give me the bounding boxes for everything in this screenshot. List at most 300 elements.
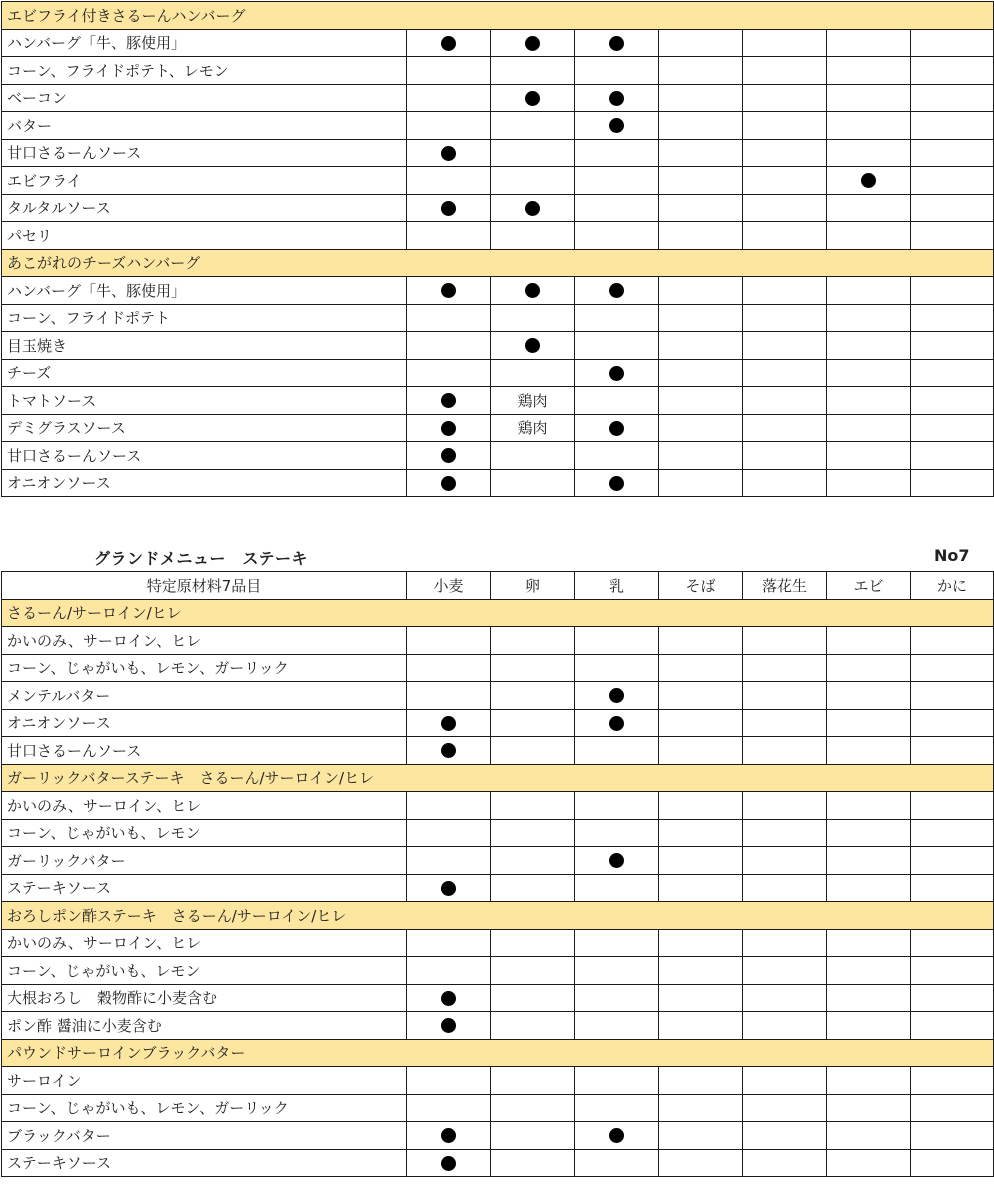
column-header-allergen: かに <box>911 572 994 600</box>
allergen-cell <box>911 139 994 167</box>
table-row <box>2 1094 994 1122</box>
allergen-cell <box>743 957 827 985</box>
allergen-cell <box>491 194 575 222</box>
allergen-cell <box>743 929 827 957</box>
table-row <box>2 332 994 360</box>
allergen-cell <box>575 387 659 415</box>
allergen-cell <box>491 929 575 957</box>
allergen-cell <box>491 1012 575 1040</box>
ingredient-name: ベーコン <box>2 84 407 112</box>
allergen-cell <box>743 194 827 222</box>
allergen-dot-icon <box>609 366 624 381</box>
ingredient-name: 甘口さるーんソース <box>2 139 407 167</box>
allergen-dot-icon <box>441 716 456 731</box>
allergen-cell <box>575 414 659 442</box>
allergen-dot-icon <box>525 283 540 298</box>
allergen-cell <box>743 1067 827 1095</box>
allergen-cell <box>575 627 659 655</box>
allergen-cell <box>407 277 491 305</box>
allergen-cell <box>911 847 994 875</box>
allergen-cell <box>575 682 659 710</box>
allergen-cell <box>491 442 575 470</box>
allergen-cell <box>911 277 994 305</box>
allergen-cell <box>827 194 911 222</box>
table-row <box>2 414 994 442</box>
allergen-cell <box>743 1149 827 1177</box>
allergen-cell <box>575 1094 659 1122</box>
allergen-cell <box>911 414 994 442</box>
allergen-cell <box>743 304 827 332</box>
allergen-cell <box>575 709 659 737</box>
allergen-cell <box>827 1094 911 1122</box>
allergen-cell <box>827 469 911 497</box>
allergen-cell <box>659 627 743 655</box>
allergen-dot-icon <box>441 146 456 161</box>
allergen-cell <box>743 414 827 442</box>
allergen-cell <box>659 929 743 957</box>
allergen-cell <box>659 1094 743 1122</box>
table-row <box>2 1149 994 1177</box>
allergen-cell <box>491 1149 575 1177</box>
allergen-cell <box>407 222 491 250</box>
allergen-cell <box>827 737 911 765</box>
allergen-cell <box>911 387 994 415</box>
table-row <box>2 929 994 957</box>
allergen-cell <box>407 957 491 985</box>
allergen-cell <box>491 387 575 415</box>
allergen-cell <box>407 819 491 847</box>
allergen-cell <box>491 819 575 847</box>
allergen-cell <box>743 442 827 470</box>
ingredient-name: ステーキソース <box>2 874 407 902</box>
allergen-cell <box>659 682 743 710</box>
ingredient-name: ステーキソース <box>2 1149 407 1177</box>
allergen-cell <box>827 112 911 140</box>
allergen-cell <box>491 654 575 682</box>
allergen-cell <box>575 1149 659 1177</box>
allergen-cell <box>575 29 659 57</box>
allergen-cell <box>827 1067 911 1095</box>
allergen-cell <box>407 57 491 85</box>
allergen-cell <box>911 654 994 682</box>
ingredient-name: メンテルバター <box>2 682 407 710</box>
allergen-cell <box>911 737 994 765</box>
allergen-cell <box>911 359 994 387</box>
allergen-cell <box>911 84 994 112</box>
allergen-cell <box>407 387 491 415</box>
allergen-dot-icon <box>609 476 624 491</box>
ingredient-name: 甘口さるーんソース <box>2 737 407 765</box>
allergen-cell <box>491 709 575 737</box>
allergen-dot-icon <box>441 448 456 463</box>
allergen-cell <box>407 1149 491 1177</box>
ingredient-name: かいのみ、サーロイン、ヒレ <box>2 929 407 957</box>
allergen-cell <box>575 792 659 820</box>
allergen-cell <box>827 1012 911 1040</box>
allergen-cell <box>911 709 994 737</box>
column-header-allergen: 卵 <box>491 572 575 600</box>
allergen-dot-icon <box>441 476 456 491</box>
allergen-cell <box>659 222 743 250</box>
allergen-cell <box>911 1067 994 1095</box>
allergen-cell <box>659 874 743 902</box>
allergen-dot-icon <box>441 201 456 216</box>
allergen-cell <box>659 167 743 195</box>
allergen-cell <box>827 442 911 470</box>
section-header-row <box>2 599 994 627</box>
allergen-cell <box>911 112 994 140</box>
allergen-cell <box>659 1149 743 1177</box>
allergen-cell <box>743 984 827 1012</box>
allergen-cell <box>911 792 994 820</box>
allergen-dot-icon <box>441 421 456 436</box>
allergen-cell <box>407 627 491 655</box>
allergen-cell <box>827 957 911 985</box>
allergen-dot-icon <box>441 1128 456 1143</box>
allergen-cell <box>575 957 659 985</box>
table-row <box>2 57 994 85</box>
allergen-cell <box>911 682 994 710</box>
allergen-cell <box>491 874 575 902</box>
allergen-cell <box>575 277 659 305</box>
ingredient-name: チーズ <box>2 359 407 387</box>
allergen-cell <box>827 929 911 957</box>
allergen-cell <box>575 84 659 112</box>
column-header-allergen: 落花生 <box>743 572 827 600</box>
allergen-cell <box>575 167 659 195</box>
allergen-cell <box>659 1067 743 1095</box>
allergen-cell <box>827 332 911 360</box>
allergen-cell <box>911 627 994 655</box>
allergen-dot-icon <box>609 688 624 703</box>
allergen-cell <box>659 29 743 57</box>
allergen-cell <box>743 84 827 112</box>
table-row <box>2 819 994 847</box>
table-row <box>2 112 994 140</box>
allergen-cell <box>743 737 827 765</box>
allergen-cell <box>743 1122 827 1150</box>
table-row <box>2 737 994 765</box>
allergen-cell <box>827 359 911 387</box>
allergen-cell <box>743 847 827 875</box>
ingredient-name: 大根おろし 穀物酢に小麦含む <box>2 984 407 1012</box>
allergen-dot-icon <box>861 173 876 188</box>
allergen-cell <box>743 277 827 305</box>
allergen-dot-icon <box>609 421 624 436</box>
allergen-cell <box>659 304 743 332</box>
allergen-cell <box>659 414 743 442</box>
ingredient-name: 目玉焼き <box>2 332 407 360</box>
allergen-cell <box>743 139 827 167</box>
allergen-cell <box>827 792 911 820</box>
allergen-cell <box>743 57 827 85</box>
allergen-cell <box>407 112 491 140</box>
allergen-cell <box>743 627 827 655</box>
allergen-cell <box>491 29 575 57</box>
allergen-dot-icon <box>441 283 456 298</box>
allergen-dot-icon <box>441 393 456 408</box>
allergen-cell <box>743 682 827 710</box>
allergen-dot-icon <box>609 36 624 51</box>
ingredient-name: パセリ <box>2 222 407 250</box>
allergen-cell <box>407 792 491 820</box>
allergen-cell <box>575 874 659 902</box>
allergen-cell <box>491 682 575 710</box>
allergen-cell <box>575 222 659 250</box>
allergen-cell <box>827 167 911 195</box>
ingredient-name: デミグラスソース <box>2 414 407 442</box>
menu-section-heading: グランドメニュー ステーキ <box>94 549 309 568</box>
column-header-row <box>2 572 994 600</box>
allergen-cell <box>407 1067 491 1095</box>
allergen-cell <box>575 194 659 222</box>
table-row <box>2 1067 994 1095</box>
allergen-cell <box>659 442 743 470</box>
allergen-cell <box>743 469 827 497</box>
allergen-cell <box>407 332 491 360</box>
allergen-cell <box>659 792 743 820</box>
table-row <box>2 957 994 985</box>
allergen-cell <box>659 847 743 875</box>
allergen-cell <box>911 469 994 497</box>
page-number: No7 <box>934 546 970 565</box>
table-row <box>2 1122 994 1150</box>
allergen-dot-icon <box>609 853 624 868</box>
table-row <box>2 847 994 875</box>
section-title: おろしポン酢ステーキ さるーん/サーロイン/ヒレ <box>2 902 994 930</box>
allergen-cell <box>911 167 994 195</box>
allergen-cell <box>407 139 491 167</box>
allergen-cell <box>827 654 911 682</box>
table-row <box>2 304 994 332</box>
allergen-cell <box>911 1122 994 1150</box>
allergen-cell <box>827 222 911 250</box>
table-row <box>2 29 994 57</box>
ingredient-name: オニオンソース <box>2 469 407 497</box>
allergen-note: 鶏肉 <box>517 391 548 410</box>
allergen-cell <box>743 709 827 737</box>
ingredient-name: かいのみ、サーロイン、ヒレ <box>2 627 407 655</box>
allergen-cell <box>575 359 659 387</box>
ingredient-name: ハンバーグ「牛、豚使用」 <box>2 277 407 305</box>
allergen-dot-icon <box>441 991 456 1006</box>
allergen-cell <box>575 1122 659 1150</box>
allergen-cell <box>407 874 491 902</box>
ingredient-name: バター <box>2 112 407 140</box>
section-header-row <box>2 2 994 30</box>
allergen-cell <box>911 1012 994 1040</box>
allergen-cell <box>659 1122 743 1150</box>
table-row <box>2 442 994 470</box>
allergen-cell <box>743 1012 827 1040</box>
allergen-cell <box>575 984 659 1012</box>
table-body <box>2 572 994 1177</box>
column-header-allergen: エビ <box>827 572 911 600</box>
allergen-cell <box>407 737 491 765</box>
column-header-label: 特定原材料7品目 <box>2 572 407 600</box>
allergen-cell <box>575 304 659 332</box>
allergen-cell <box>827 84 911 112</box>
table-row <box>2 359 994 387</box>
allergen-cell <box>827 709 911 737</box>
table-row <box>2 984 994 1012</box>
allergen-dot-icon <box>441 36 456 51</box>
allergen-cell <box>911 1149 994 1177</box>
table-row <box>2 1012 994 1040</box>
allergen-cell <box>491 414 575 442</box>
section-header-row <box>2 249 994 277</box>
ingredient-name: エビフライ <box>2 167 407 195</box>
allergen-cell <box>911 304 994 332</box>
allergen-cell <box>407 29 491 57</box>
allergen-cell <box>407 1012 491 1040</box>
allergen-cell <box>659 139 743 167</box>
allergen-cell <box>575 1067 659 1095</box>
table-row <box>2 709 994 737</box>
allergen-note: 鶏肉 <box>517 419 548 438</box>
allergen-cell <box>491 1067 575 1095</box>
column-header-allergen: 乳 <box>575 572 659 600</box>
allergen-cell <box>659 359 743 387</box>
allergen-cell <box>911 222 994 250</box>
allergen-cell <box>827 277 911 305</box>
allergen-cell <box>743 387 827 415</box>
allergen-dot-icon <box>609 91 624 106</box>
allergen-table-steak <box>1 571 994 1177</box>
allergen-cell <box>827 29 911 57</box>
allergen-cell <box>827 819 911 847</box>
allergen-cell <box>827 682 911 710</box>
table-row <box>2 469 994 497</box>
allergen-cell <box>407 847 491 875</box>
allergen-cell <box>575 654 659 682</box>
allergen-dot-icon <box>525 91 540 106</box>
allergen-cell <box>491 112 575 140</box>
allergen-dot-icon <box>441 881 456 896</box>
allergen-cell <box>491 737 575 765</box>
allergen-dot-icon <box>441 743 456 758</box>
allergen-cell <box>491 167 575 195</box>
allergen-cell <box>659 277 743 305</box>
allergen-dot-icon <box>525 201 540 216</box>
allergen-cell <box>575 57 659 85</box>
allergen-dot-icon <box>441 1018 456 1033</box>
allergen-cell <box>911 929 994 957</box>
allergen-cell <box>575 1012 659 1040</box>
allergen-cell <box>491 847 575 875</box>
allergen-cell <box>491 57 575 85</box>
section-header-row <box>2 902 994 930</box>
table-row <box>2 627 994 655</box>
ingredient-name: ハンバーグ「牛、豚使用」 <box>2 29 407 57</box>
section-title: あこがれのチーズハンバーグ <box>2 249 994 277</box>
allergen-cell <box>659 654 743 682</box>
table-row <box>2 792 994 820</box>
allergen-cell <box>827 139 911 167</box>
allergen-cell <box>659 469 743 497</box>
ingredient-name: コーン、フライドポテト、レモン <box>2 57 407 85</box>
allergen-cell <box>827 304 911 332</box>
ingredient-name: トマトソース <box>2 387 407 415</box>
allergen-cell <box>743 654 827 682</box>
section-header-row <box>2 1039 994 1067</box>
allergen-cell <box>407 304 491 332</box>
allergen-dot-icon <box>609 283 624 298</box>
allergen-cell <box>491 1122 575 1150</box>
table-row <box>2 277 994 305</box>
table-body <box>2 2 994 497</box>
allergen-cell <box>827 1149 911 1177</box>
ingredient-name: サーロイン <box>2 1067 407 1095</box>
table-row <box>2 84 994 112</box>
allergen-cell <box>911 442 994 470</box>
ingredient-name: コーン、じゃがいも、レモン <box>2 957 407 985</box>
allergen-cell <box>659 709 743 737</box>
allergen-cell <box>575 929 659 957</box>
allergen-cell <box>911 984 994 1012</box>
ingredient-name: オニオンソース <box>2 709 407 737</box>
allergen-cell <box>491 332 575 360</box>
allergen-dot-icon <box>609 716 624 731</box>
section-title: パウンドサーロインブラックバター <box>2 1039 994 1067</box>
ingredient-name: ブラックバター <box>2 1122 407 1150</box>
allergen-cell <box>659 332 743 360</box>
ingredient-name: かいのみ、サーロイン、ヒレ <box>2 792 407 820</box>
table-row <box>2 682 994 710</box>
allergen-cell <box>743 1094 827 1122</box>
ingredient-name: コーン、フライドポテト <box>2 304 407 332</box>
allergen-cell <box>827 847 911 875</box>
allergen-cell <box>407 469 491 497</box>
allergen-cell <box>407 654 491 682</box>
allergen-cell <box>407 414 491 442</box>
allergen-cell <box>911 819 994 847</box>
ingredient-name: ガーリックバター <box>2 847 407 875</box>
section-header-row <box>2 764 994 792</box>
allergen-cell <box>827 627 911 655</box>
allergen-cell <box>743 29 827 57</box>
allergen-cell <box>407 929 491 957</box>
allergen-cell <box>659 819 743 847</box>
ingredient-name: コーン、じゃがいも、レモン <box>2 819 407 847</box>
table-row <box>2 387 994 415</box>
allergen-cell <box>911 957 994 985</box>
allergen-dot-icon <box>525 36 540 51</box>
column-header-allergen: そば <box>659 572 743 600</box>
allergen-dot-icon <box>609 118 624 133</box>
allergen-cell <box>911 1094 994 1122</box>
allergen-cell <box>575 139 659 167</box>
allergen-cell <box>491 792 575 820</box>
allergen-cell <box>407 359 491 387</box>
allergen-cell <box>659 984 743 1012</box>
allergen-cell <box>743 167 827 195</box>
allergen-cell <box>659 84 743 112</box>
allergen-cell <box>659 1012 743 1040</box>
allergen-cell <box>659 112 743 140</box>
allergen-cell <box>575 112 659 140</box>
allergen-cell <box>407 709 491 737</box>
allergen-cell <box>407 682 491 710</box>
allergen-cell <box>743 112 827 140</box>
allergen-cell <box>407 984 491 1012</box>
allergen-cell <box>407 1094 491 1122</box>
allergen-cell <box>575 737 659 765</box>
allergen-cell <box>659 737 743 765</box>
allergen-cell <box>575 442 659 470</box>
allergen-cell <box>491 359 575 387</box>
allergen-dot-icon <box>525 338 540 353</box>
